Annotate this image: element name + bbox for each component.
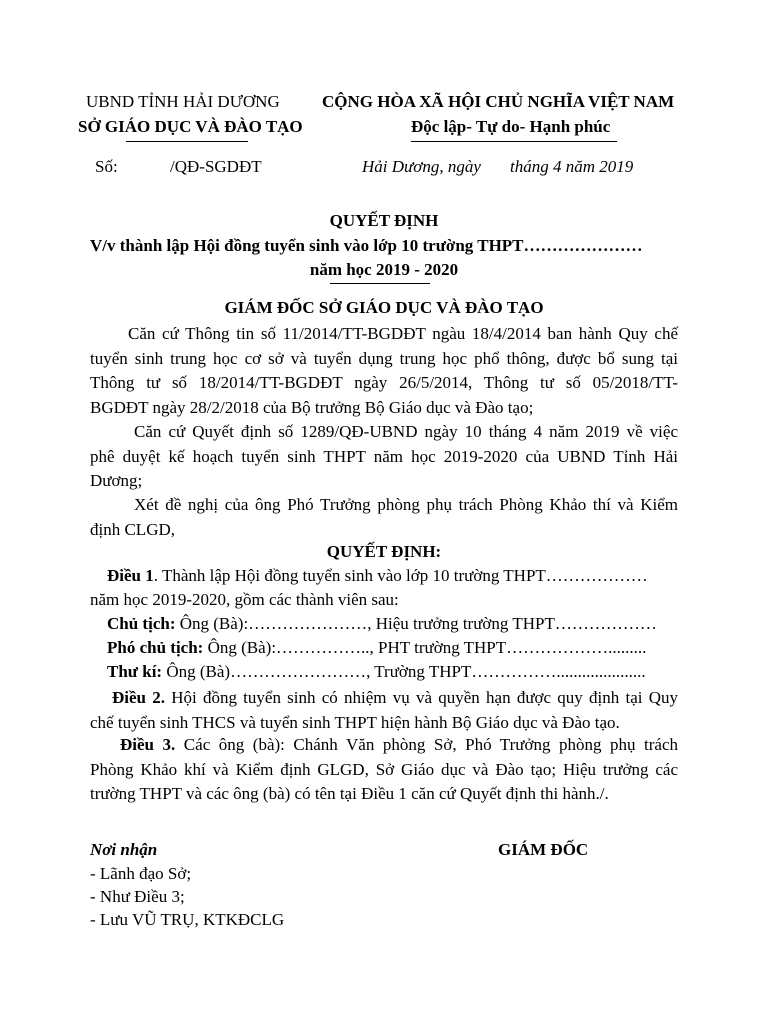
recipient-item: - Như Điều 3; [90,887,185,906]
issuer-department: SỞ GIÁO DỤC VÀ ĐÀO TẠO [78,117,303,136]
issuer-underline [126,141,248,142]
basis-paragraph-2: Căn cứ Quyết định số 1289/QĐ-UBND ngày 10 tháng 4 năm 2019 về việc phê duyệt kế hoạch tuyển sinh THPT năm học 2019-2020 của UBND Tỉnh Hải Dương; [90,422,678,490]
recipients-title: Nơi nhận [90,840,158,859]
decision-heading: QUYẾT ĐỊNH: [326,542,442,561]
month-year: tháng 4 năm 2019 [510,157,634,176]
national-motto: Độc lập- Tự do- Hạnh phúc [411,117,611,136]
signer-title: GIÁM ĐỐC [498,840,589,859]
decision-subject: V/v thành lập Hội đồng tuyển sinh vào lớp 10 trường THPT………………… [90,236,643,255]
article-1-continuation: năm học 2019-2020, gồm các thành viên sau: [90,590,399,609]
decision-school-year: năm học 2019 - 2020 [309,260,459,279]
article-1: Điều 1. Thành lập Hội đồng tuyển sinh vào lớp 10 trường THPT……………… [107,566,648,585]
recipient-item: - Lãnh đạo Sở; [90,864,192,883]
basis-paragraph-1: Căn cứ Thông tin số 11/2014/TT-BGDĐT ngàu 18/4/2014 ban hành Quy chế tuyển sinh trung học cơ sở và tuyển dụng trung học phổ thông, được bổ sung tại Thông tư số 18/2014/TT-BGDĐT ngày 26/5/2014, Thông tư số 05/2018/TT- BGDĐT ngày 28/2/2018 của Bộ trưởng Bộ Giáo dục và Đào tạo; [90,324,678,417]
basis-paragraph-3: Xét đề nghị của ông Phó Trưởng phòng phụ trách Phòng Khảo thí và Kiểm định CLGD, [90,495,678,539]
title-underline [330,283,430,284]
member-vice-chair: Phó chủ tịch: Ông (Bà):…………….., PHT trường THPT………………......... [107,638,647,657]
member-secretary: Thư kí: Ông (Bà)……………………, Trường THPT……………..................... [107,662,646,681]
recipient-item: - Lưu VŨ TRỤ, KTKĐCLG [90,910,285,929]
authority-heading: GIÁM ĐỐC SỞ GIÁO DỤC VÀ ĐÀO TẠO [224,298,544,317]
member-chair: Chủ tịch: Ông (Bà):…………………, Hiệu trưởng trường THPT……………… [107,614,657,633]
decision-title: QUYẾT ĐỊNH [329,211,439,230]
document-number-code: /QĐ-SGDĐT [170,157,262,176]
document-number-label: Số: [95,157,118,176]
place-date: Hải Dương, ngày [362,157,481,176]
national-title: CỘNG HÒA XÃ HỘI CHỦ NGHĨA VIỆT NAM [322,92,675,111]
issuer-province: UBND TỈNH HẢI DƯƠNG [86,92,280,111]
motto-underline [411,141,617,142]
article-2: Điều 2. Hội đồng tuyển sinh có nhiệm vụ và quyền hạn được quy định tại Quy chế tuyển sinh THCS và tuyển sinh THPT hiện hành Bộ Giáo dục và Đào tạo. [90,688,678,732]
article-3: Điều 3. Các ông (bà): Chánh Văn phòng Sở, Phó Trưởng phòng phụ trách Phòng Khảo khí và Kiểm định GLGD, Sở Giáo dục và Đào tạo; Hiệu trưởng các trường THPT và các ông (bà) có tên tại Điều 1 căn cứ Quyết định thi hành./. [90,735,679,803]
